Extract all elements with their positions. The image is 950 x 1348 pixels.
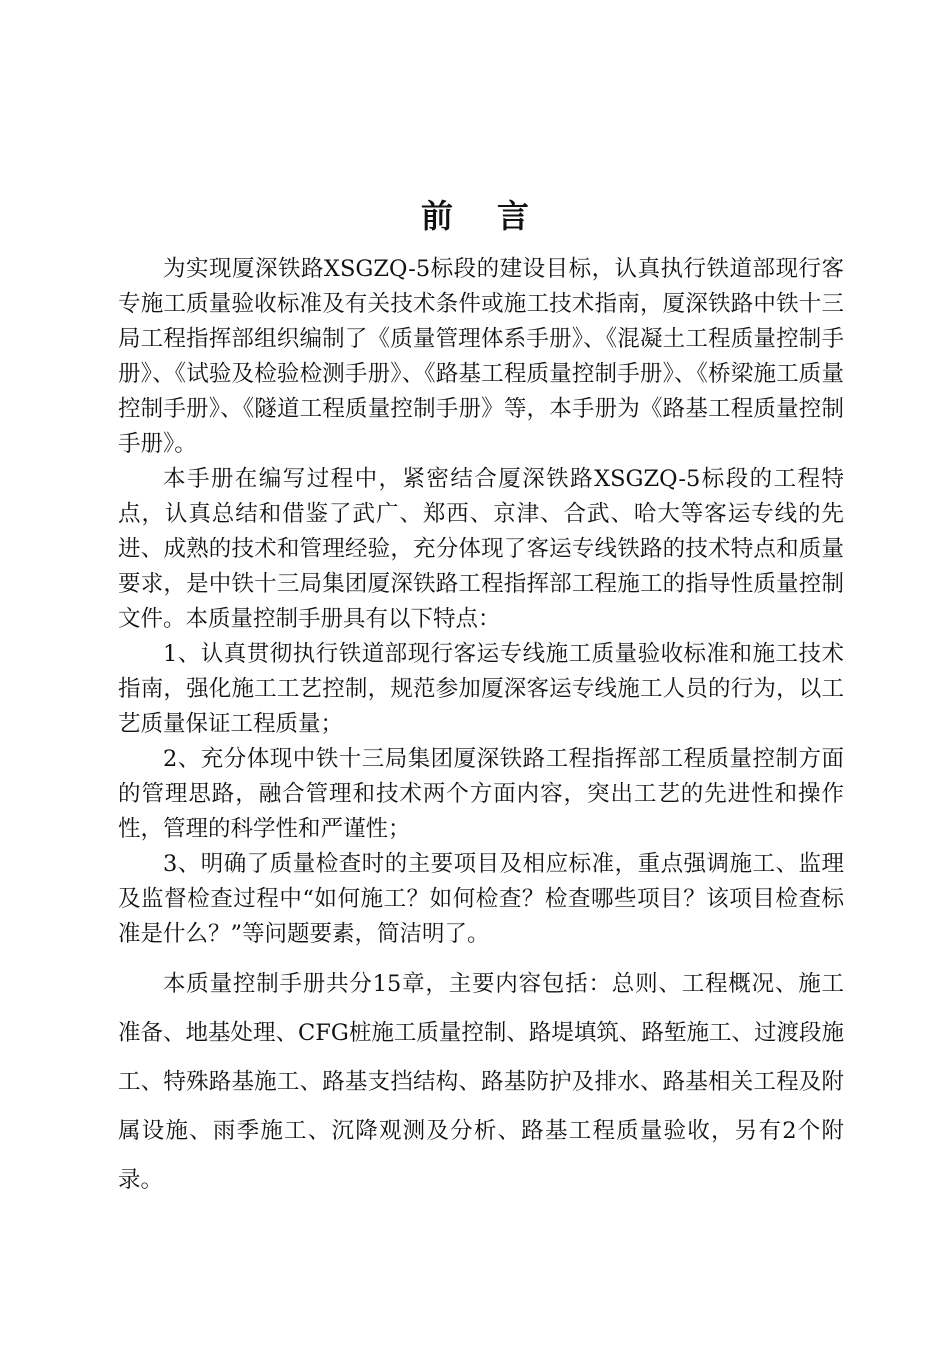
paragraph-feature-1: 1、认真贯彻执行铁道部现行客运专线施工质量验收标准和施工技术指南，强化施工工艺控制，规范参加厦深客运专线施工人员的行为，以工艺质量保证工程质量；: [118, 641, 844, 737]
document-body: [118, 252, 844, 1205]
paragraph-background: 本手册在编写过程中，紧密结合厦深铁路XSGZQ-5标段的工程特点，认真总结和借鉴了武广、郑西、京津、合武、哈大等客运专线的先进、成熟的技术和管理经验，充分体现了客运专线铁路的技术特点和质量要求，是中铁十三局集团厦深铁路工程指挥部工程施工的指导性质量控制文件。本质量控制手册具有以下特点：: [118, 466, 844, 632]
paragraph-feature-2: 2、充分体现中铁十三局集团厦深铁路工程指挥部工程质量控制方面的管理思路，融合管理和技术两个方面内容，突出工艺的先进性和操作性，管理的科学性和严谨性；: [118, 746, 844, 842]
paragraph-intro: 为实现厦深铁路XSGZQ-5标段的建设目标，认真执行铁道部现行客专施工质量验收标准及有关技术条件或施工技术指南，厦深铁路中铁十三局工程指挥部组织编制了《质量管理体系手册》、《混凝土工程质量控制手册》、《试验及检验检测手册》、《路基工程质量控制手册》、《桥梁施工质量控制手册》、《隧道工程质量控制手册》等，本手册为《路基工程质量控制手册》。: [118, 256, 844, 457]
paragraph-contents: 本质量控制手册共分15章，主要内容包括：总则、工程概况、施工准备、地基处理、CFG桩施工质量控制、路堤填筑、路堑施工、过渡段施工、特殊路基施工、路基支挡结构、路基防护及排水、路基相关工程及附属设施、雨季施工、沉降观测及分析、路基工程质量验收，另有2个附录。: [118, 971, 844, 1193]
paragraph-feature-3: 3、明确了质量检查时的主要项目及相应标准，重点强调施工、监理及监督检查过程中“如何施工？如何检查？检查哪些项目？该项目检查标准是什么？”等问题要素，简洁明了。: [118, 851, 844, 947]
page-title: 前言: [420, 197, 573, 235]
